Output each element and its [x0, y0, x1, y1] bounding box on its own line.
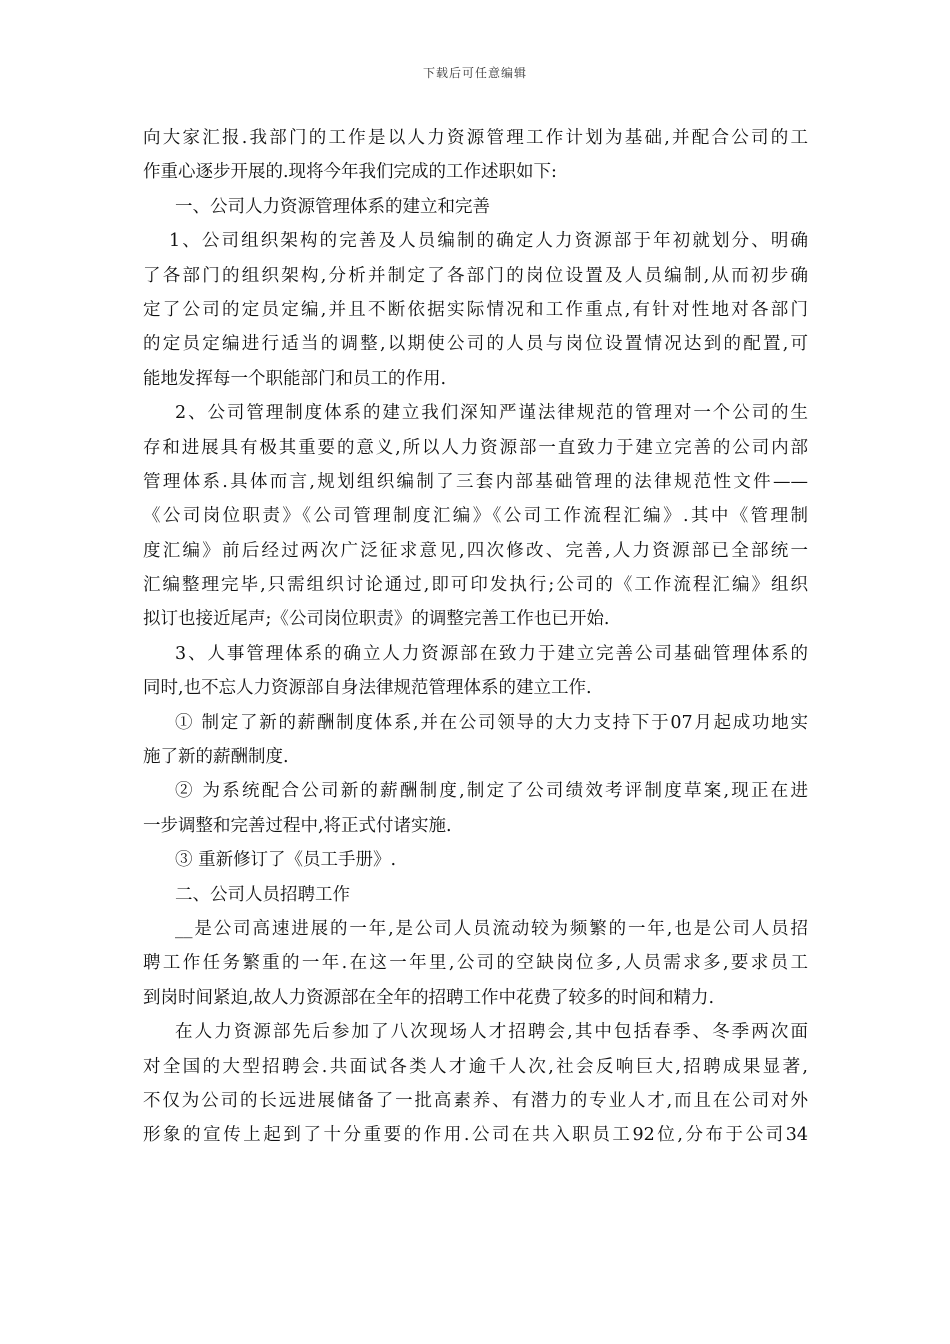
text-line: 的定员定编进行适当的调整,以期使公司的人员与岗位设置情况达到的配置,可	[143, 334, 808, 355]
text-line: 向大家汇报.我部门的工作是以人力资源管理工作计划为基础,并配合公司的工	[143, 128, 808, 148]
text-line: 能地发挥每一个职能部门和员工的作用.	[143, 368, 447, 389]
text-line: 存和进展具有极其重要的意义,所以人力资源部一直致力于建立完善的公司内部	[143, 437, 808, 458]
text-line: 拟订也接近尾声;《公司岗位职责》的调整完善工作也已开始.	[143, 609, 610, 630]
text-line: ② 为系统配合公司新的薪酬制度,制定了公司绩效考评制度草案,现正在进	[175, 781, 808, 802]
text-line: 对全国的大型招聘会.共面试各类人才逾千人次,社会反响巨大,招聘成果显著,	[143, 1056, 808, 1077]
text-line: 2、公司管理制度体系的建立我们深知严谨法律规范的管理对一个公司的生	[175, 403, 808, 424]
text-line: 了各部门的组织架构,分析并制定了各部门的岗位设置及人员编制,从而初步确	[143, 265, 808, 286]
text-line: 在人力资源部先后参加了八次现场人才招聘会,其中包括春季、冬季两次面	[175, 1022, 808, 1043]
text-line: 作重心逐步开展的.现将今年我们完成的工作述职如下:	[143, 162, 557, 183]
text-line: 到岗时间紧迫,故人力资源部在全年的招聘工作中花费了较多的时间和精力.	[143, 987, 715, 1008]
text-line: 形象的宣传上起到了十分重要的作用.公司在共入职员工92位,分布于公司34	[143, 1125, 808, 1146]
section-heading: 一、公司人力资源管理体系的建立和完善	[175, 196, 490, 217]
text-line: 同时,也不忘人力资源部自身法律规范管理体系的建立工作.	[143, 678, 592, 699]
text-line: 度汇编》前后经过两次广泛征求意见,四次修改、完善,人力资源部已全部统一	[143, 540, 808, 561]
text-line: 1、公司组织架构的完善及人员编制的确定人力资源部于年初就划分、明确	[169, 231, 808, 252]
section-heading: 二、公司人员招聘工作	[175, 884, 350, 905]
text-line: 定了公司的定员定编,并且不断依据实际情况和工作重点,有针对性地对各部门	[143, 299, 808, 320]
text-line: __是公司高速进展的一年,是公司人员流动较为频繁的一年,也是公司人员招	[175, 918, 808, 939]
text-line: 聘工作任务繁重的一年.在这一年里,公司的空缺岗位多,人员需求多,要求员工	[143, 953, 808, 974]
text-line: 管理体系.具体而言,规划组织编制了三套内部基础管理的法律规范性文件——	[143, 471, 808, 492]
text-line: 3、人事管理体系的确立人力资源部在致力于建立完善公司基础管理体系的	[175, 643, 808, 664]
text-line: 《公司岗位职责》《公司管理制度汇编》《公司工作流程汇编》.其中《管理制	[143, 506, 808, 527]
text-line: 不仅为公司的长远进展储备了一批高素养、有潜力的专业人才,而且在公司对外	[143, 1090, 808, 1111]
page-header: 下载后可任意编辑	[422, 66, 527, 80]
text-line: 施了新的薪酬制度.	[143, 747, 289, 768]
document-body	[143, 121, 808, 1153]
text-line: ③ 重新修订了《员工手册》.	[175, 850, 397, 871]
text-line: ① 制定了新的薪酬制度体系,并在公司领导的大力支持下于07月起成功地实	[175, 712, 808, 733]
text-line: 汇编整理完毕,只需组织讨论通过,即可印发执行;公司的《工作流程汇编》组织	[143, 575, 808, 596]
text-line: 一步调整和完善过程中,将正式付诸实施.	[143, 815, 452, 836]
